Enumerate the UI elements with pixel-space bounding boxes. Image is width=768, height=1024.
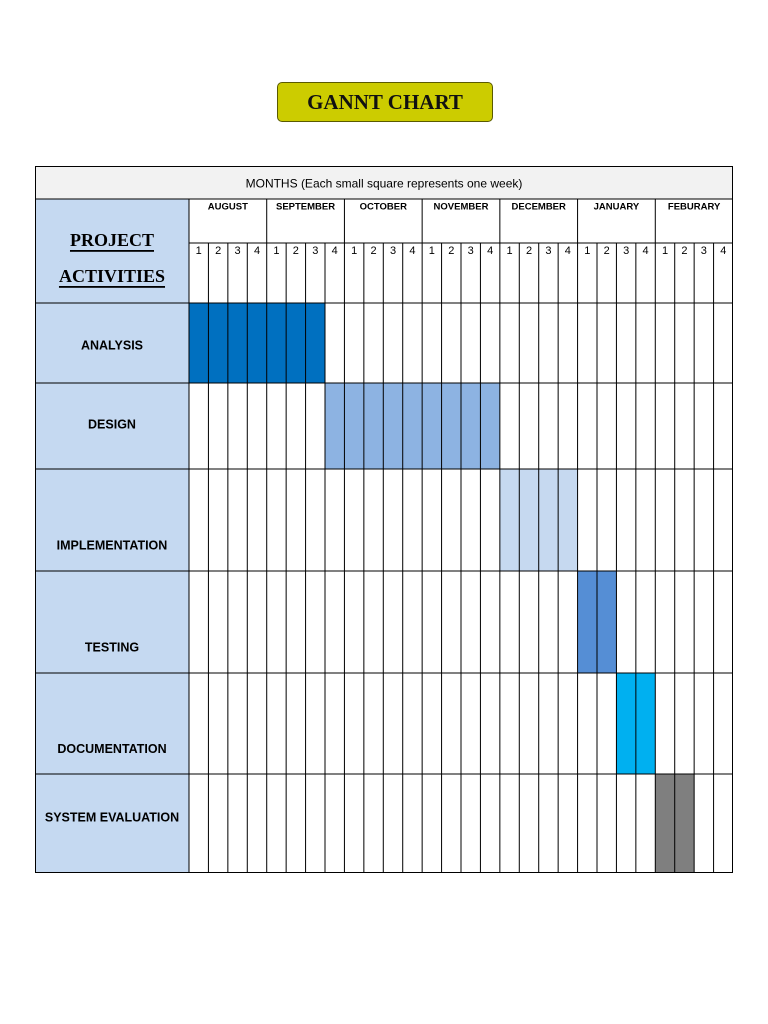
week-label: 3 — [234, 245, 241, 257]
month-label: FEBURARY — [667, 201, 721, 213]
month-label: DECEMBER — [511, 201, 566, 213]
week-label: 4 — [409, 245, 416, 257]
week-label: 4 — [487, 245, 494, 257]
week-label: 3 — [545, 245, 552, 257]
week-label: 1 — [273, 245, 280, 257]
week-label: 3 — [623, 245, 630, 257]
week-label: 1 — [195, 245, 202, 257]
task-bar — [189, 303, 325, 383]
activities-header-line1: PROJECT — [69, 230, 155, 250]
week-label: 3 — [389, 245, 397, 257]
month-label: SEPTEMBER — [276, 201, 336, 213]
task-label: DESIGN — [88, 417, 136, 432]
week-label: 4 — [720, 245, 727, 257]
week-label: 1 — [351, 245, 358, 257]
week-label: 2 — [681, 245, 688, 257]
gantt-table — [35, 166, 733, 873]
week-label: 4 — [642, 245, 649, 257]
week-label: 1 — [506, 245, 513, 257]
month-label: JANUARY — [593, 201, 640, 213]
task-label: TESTING — [84, 640, 140, 655]
week-label: 1 — [584, 245, 591, 257]
week-label: 2 — [525, 245, 533, 257]
task-label: IMPLEMENTATION — [56, 538, 168, 553]
week-label: 2 — [215, 245, 222, 257]
activities-header-line2: ACTIVITIES — [58, 266, 166, 286]
week-label: 1 — [661, 245, 669, 257]
task-label: ANALYSIS — [80, 338, 144, 353]
task-label: SYSTEM EVALUATION — [44, 810, 180, 825]
chart-title: GANNT CHART — [277, 82, 493, 122]
task-bar — [325, 383, 500, 469]
week-label: 3 — [700, 245, 707, 257]
week-label: 4 — [564, 245, 571, 257]
week-label: 2 — [292, 245, 299, 257]
week-label: 3 — [312, 245, 319, 257]
gantt-grid — [35, 166, 733, 873]
month-label: NOVEMBER — [433, 201, 489, 213]
task-label: DOCUMENTATION — [57, 741, 167, 756]
month-label: AUGUST — [207, 201, 248, 213]
week-label: 4 — [331, 245, 338, 257]
months-header-label: MONTHS (Each small square represents one week) — [245, 176, 523, 191]
month-label: OCTOBER — [359, 201, 407, 213]
week-label: 4 — [253, 245, 261, 257]
activity-column-bg — [35, 199, 189, 873]
week-label: 2 — [448, 245, 455, 257]
week-label: 2 — [370, 245, 377, 257]
week-label: 3 — [467, 245, 474, 257]
week-label: 2 — [603, 245, 610, 257]
week-label: 1 — [428, 245, 435, 257]
